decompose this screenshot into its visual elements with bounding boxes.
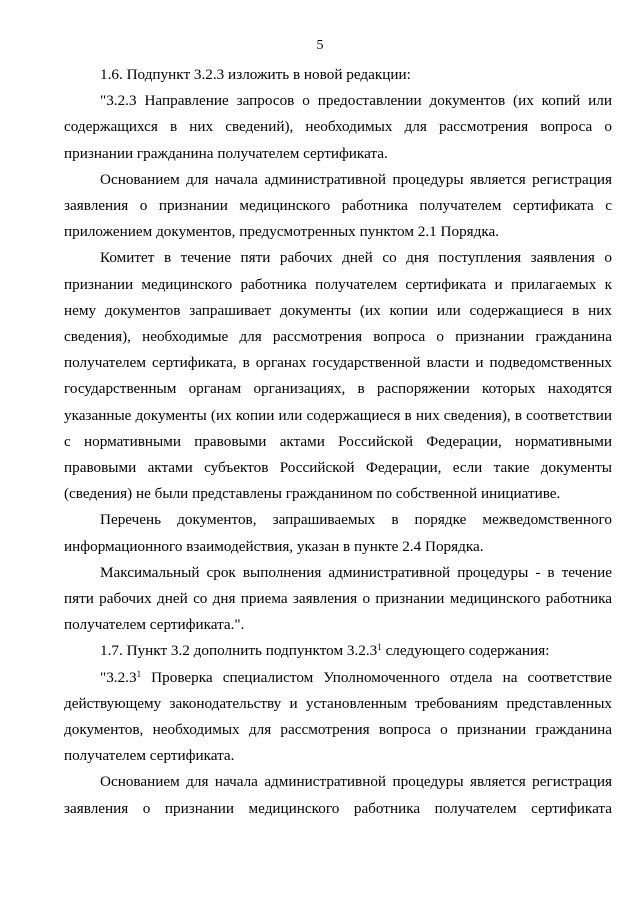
- paragraph-3-2-3-1-number: "3.2.3: [100, 668, 137, 686]
- paragraph-committee: Комитет в течение пяти рабочих дней со дня поступления заявления о признании медицинского работника получателем сертификата и прилагаемых к нему документов запрашивает документы (их копии или содержащиеся в них сведения), необходимые для рассмотрения вопроса о признании гражданина получателем сертификата, в органах государственной власти и подведомственных государственным органам организациях, в распоряжении которых находятся указанные документы (их копии или содержащиеся в них сведения), в соответствии с нормативными правовыми актами Российской Федерации, нормативными правовыми актами субъектов Российской Федерации, если такие документы (сведения) не были представлены гражданином по собственной инициативе.: [64, 249, 612, 503]
- paragraph-3-2-3-1: [64, 665, 612, 770]
- paragraph-basis: Основанием для начала административной процедуры является регистрация заявления о признании медицинского работника получателем сертификата с приложением документов, предусмотренных пунктом 2.1 Порядка.: [64, 170, 612, 241]
- page-number: 5: [316, 38, 324, 53]
- paragraph-1-7-text: 1.7. Пункт 3.2 дополнить подпунктом 3.2.3: [100, 642, 378, 660]
- paragraph-3-2-3-heading: "3.2.3 Направление запросов о предоставлении документов (их копий или содержащихся в них сведений), необходимых для рассмотрения вопроса о признании гражданина получателем сертификата.: [64, 92, 612, 162]
- paragraph-document-list: Перечень документов, запрашиваемых в порядке межведомственного информационного взаимодействия, указан в пункте 2.4 Порядка.: [64, 511, 612, 555]
- paragraph-1-7-tail: следующего содержания:: [381, 642, 550, 660]
- superscript: 1: [136, 668, 142, 679]
- paragraph-3-2-3-1-text: Проверка специалистом Уполномоченного отдела на соответствие действующему законодательству и установленным требованиям представленных документов, необходимых для рассмотрения вопроса о признании гражданина получателем сертификата.: [64, 668, 612, 765]
- paragraph-1-7: [64, 638, 612, 664]
- paragraph-1-6: 1.6. Подпункт 3.2.3 изложить в новой редакции:: [100, 66, 411, 83]
- document-body: [64, 62, 612, 822]
- paragraph-max-term: Максимальный срок выполнения административной процедуры - в течение пяти рабочих дней со дня приема заявления о признании медицинского работника получателем сертификата.".: [64, 563, 612, 634]
- superscript: 1: [377, 642, 382, 653]
- paragraph-basis-continued: Основанием для начала административной процедуры является регистрация заявления о признании медицинского работника получателем сертификата: [64, 773, 612, 817]
